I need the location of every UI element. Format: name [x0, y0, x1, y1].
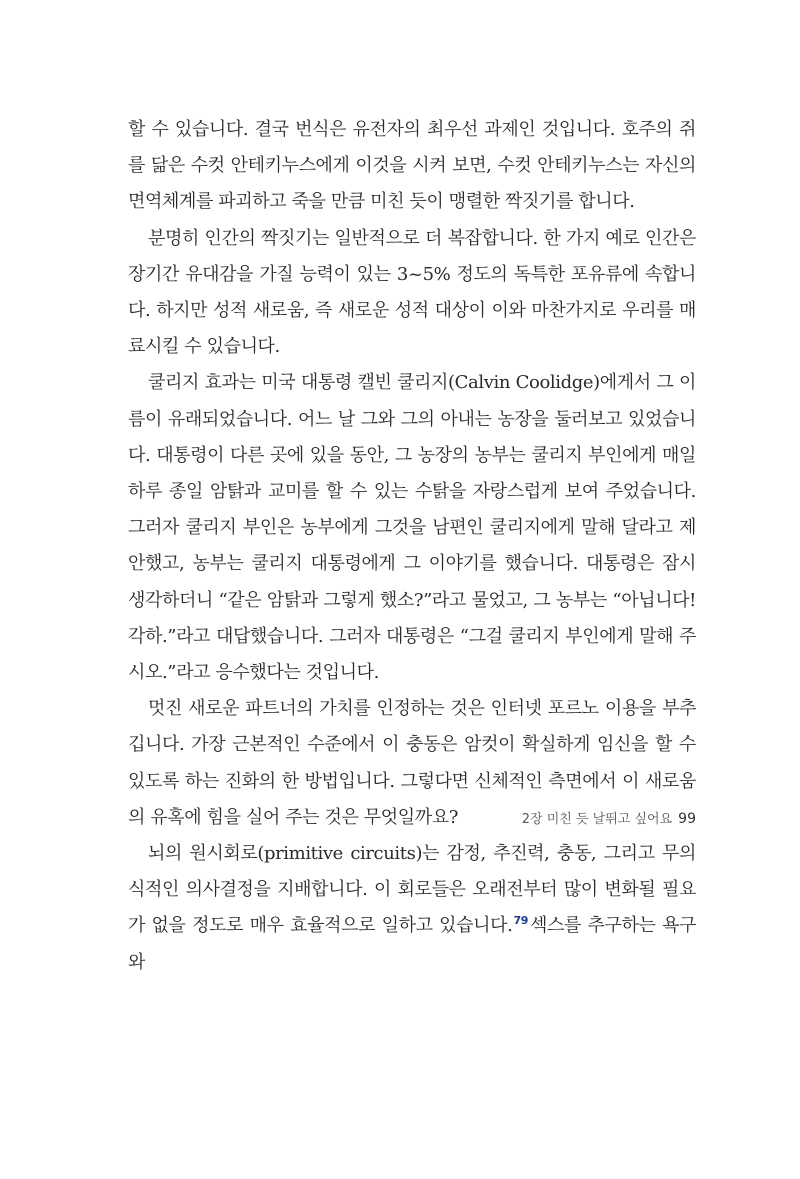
footnote-marker[interactable]: 79 — [513, 914, 528, 928]
paragraph: 할 수 있습니다. 결국 번식은 유전자의 최우선 과제인 것입니다. 호주의 쥐를 닮은 수컷 안테키누스에게 이것을 시켜 보면, 수컷 안테키누스는 자신의 면역체계를 파괴하고 죽을 만큼 미친 듯이 맹렬한 짝짓기를 합니다. — [128, 119, 696, 213]
paragraph-text: 뇌의 원시회로(primitive circuits)는 감정, 추진력, 충동, 그리고 무의식적인 의사결정을 지배합니다. 이 회로들은 오래전부터 많이 변화될 필요가 없을 정도로 매우 효율적으로 일하고 있습니다. — [128, 843, 696, 937]
chapter-title: 2장 미친 듯 날뛰고 싶어요 — [521, 812, 673, 827]
body-text — [128, 112, 696, 981]
paragraph: 멋진 새로운 파트너의 가치를 인정하는 것은 인터넷 포르노 이용을 부추깁니다. 가장 근본적인 수준에서 이 충동은 암컷이 확실하게 임신을 할 수 있도록 하는 진화의 한 방법입니다. 그렇다면 신체적인 측면에서 이 새로움의 유혹에 힘을 실어 주는 것은 무엇일까요? — [128, 698, 696, 828]
paragraph-continuation: 섹스를 추구하는 욕구와 — [128, 915, 696, 973]
paragraph: 쿨리지 효과는 미국 대통령 캘빈 쿨리지(Calvin Coolidge)에게서 그 이름이 유래되었습니다. 어느 날 그와 그의 아내는 농장을 둘러보고 있었습니다. 대통령이 다른 곳에 있을 동안, 그 농장의 농부는 쿨리지 부인에게 매일 하루 종일 암탉과 교미를 할 수 있는 수탉을 자랑스럽게 보여 주었습니다. 그러자 쿨리지 부인은 농부에게 그것을 남편인 쿨리지에게 말해 달라고 제안했고, 농부는 쿨리지 대통령에게 그 이야기를 했습니다. 대통령은 잠시 생각하더니 “같은 암탉과 그렇게 했소?”라고 물었고, 그 농부는 “아닙니다! 각하.”라고 대답했습니다. 그러자 대통령은 “그걸 쿨리지 부인에게 말해 주시오.”라고 응수했다는 것입니다. — [128, 372, 696, 684]
page-footer — [522, 808, 696, 827]
page-number: 99 — [678, 811, 696, 827]
paragraph — [128, 836, 696, 981]
paragraph: 분명히 인간의 짝짓기는 일반적으로 더 복잡합니다. 한 가지 예로 인간은 장기간 유대감을 가질 능력이 있는 3~5% 정도의 독특한 포유류에 속합니다. 하지만 성적 새로움, 즉 새로운 성적 대상이 이와 마찬가지로 우리를 매료시킬 수 있습니다. — [128, 227, 696, 358]
